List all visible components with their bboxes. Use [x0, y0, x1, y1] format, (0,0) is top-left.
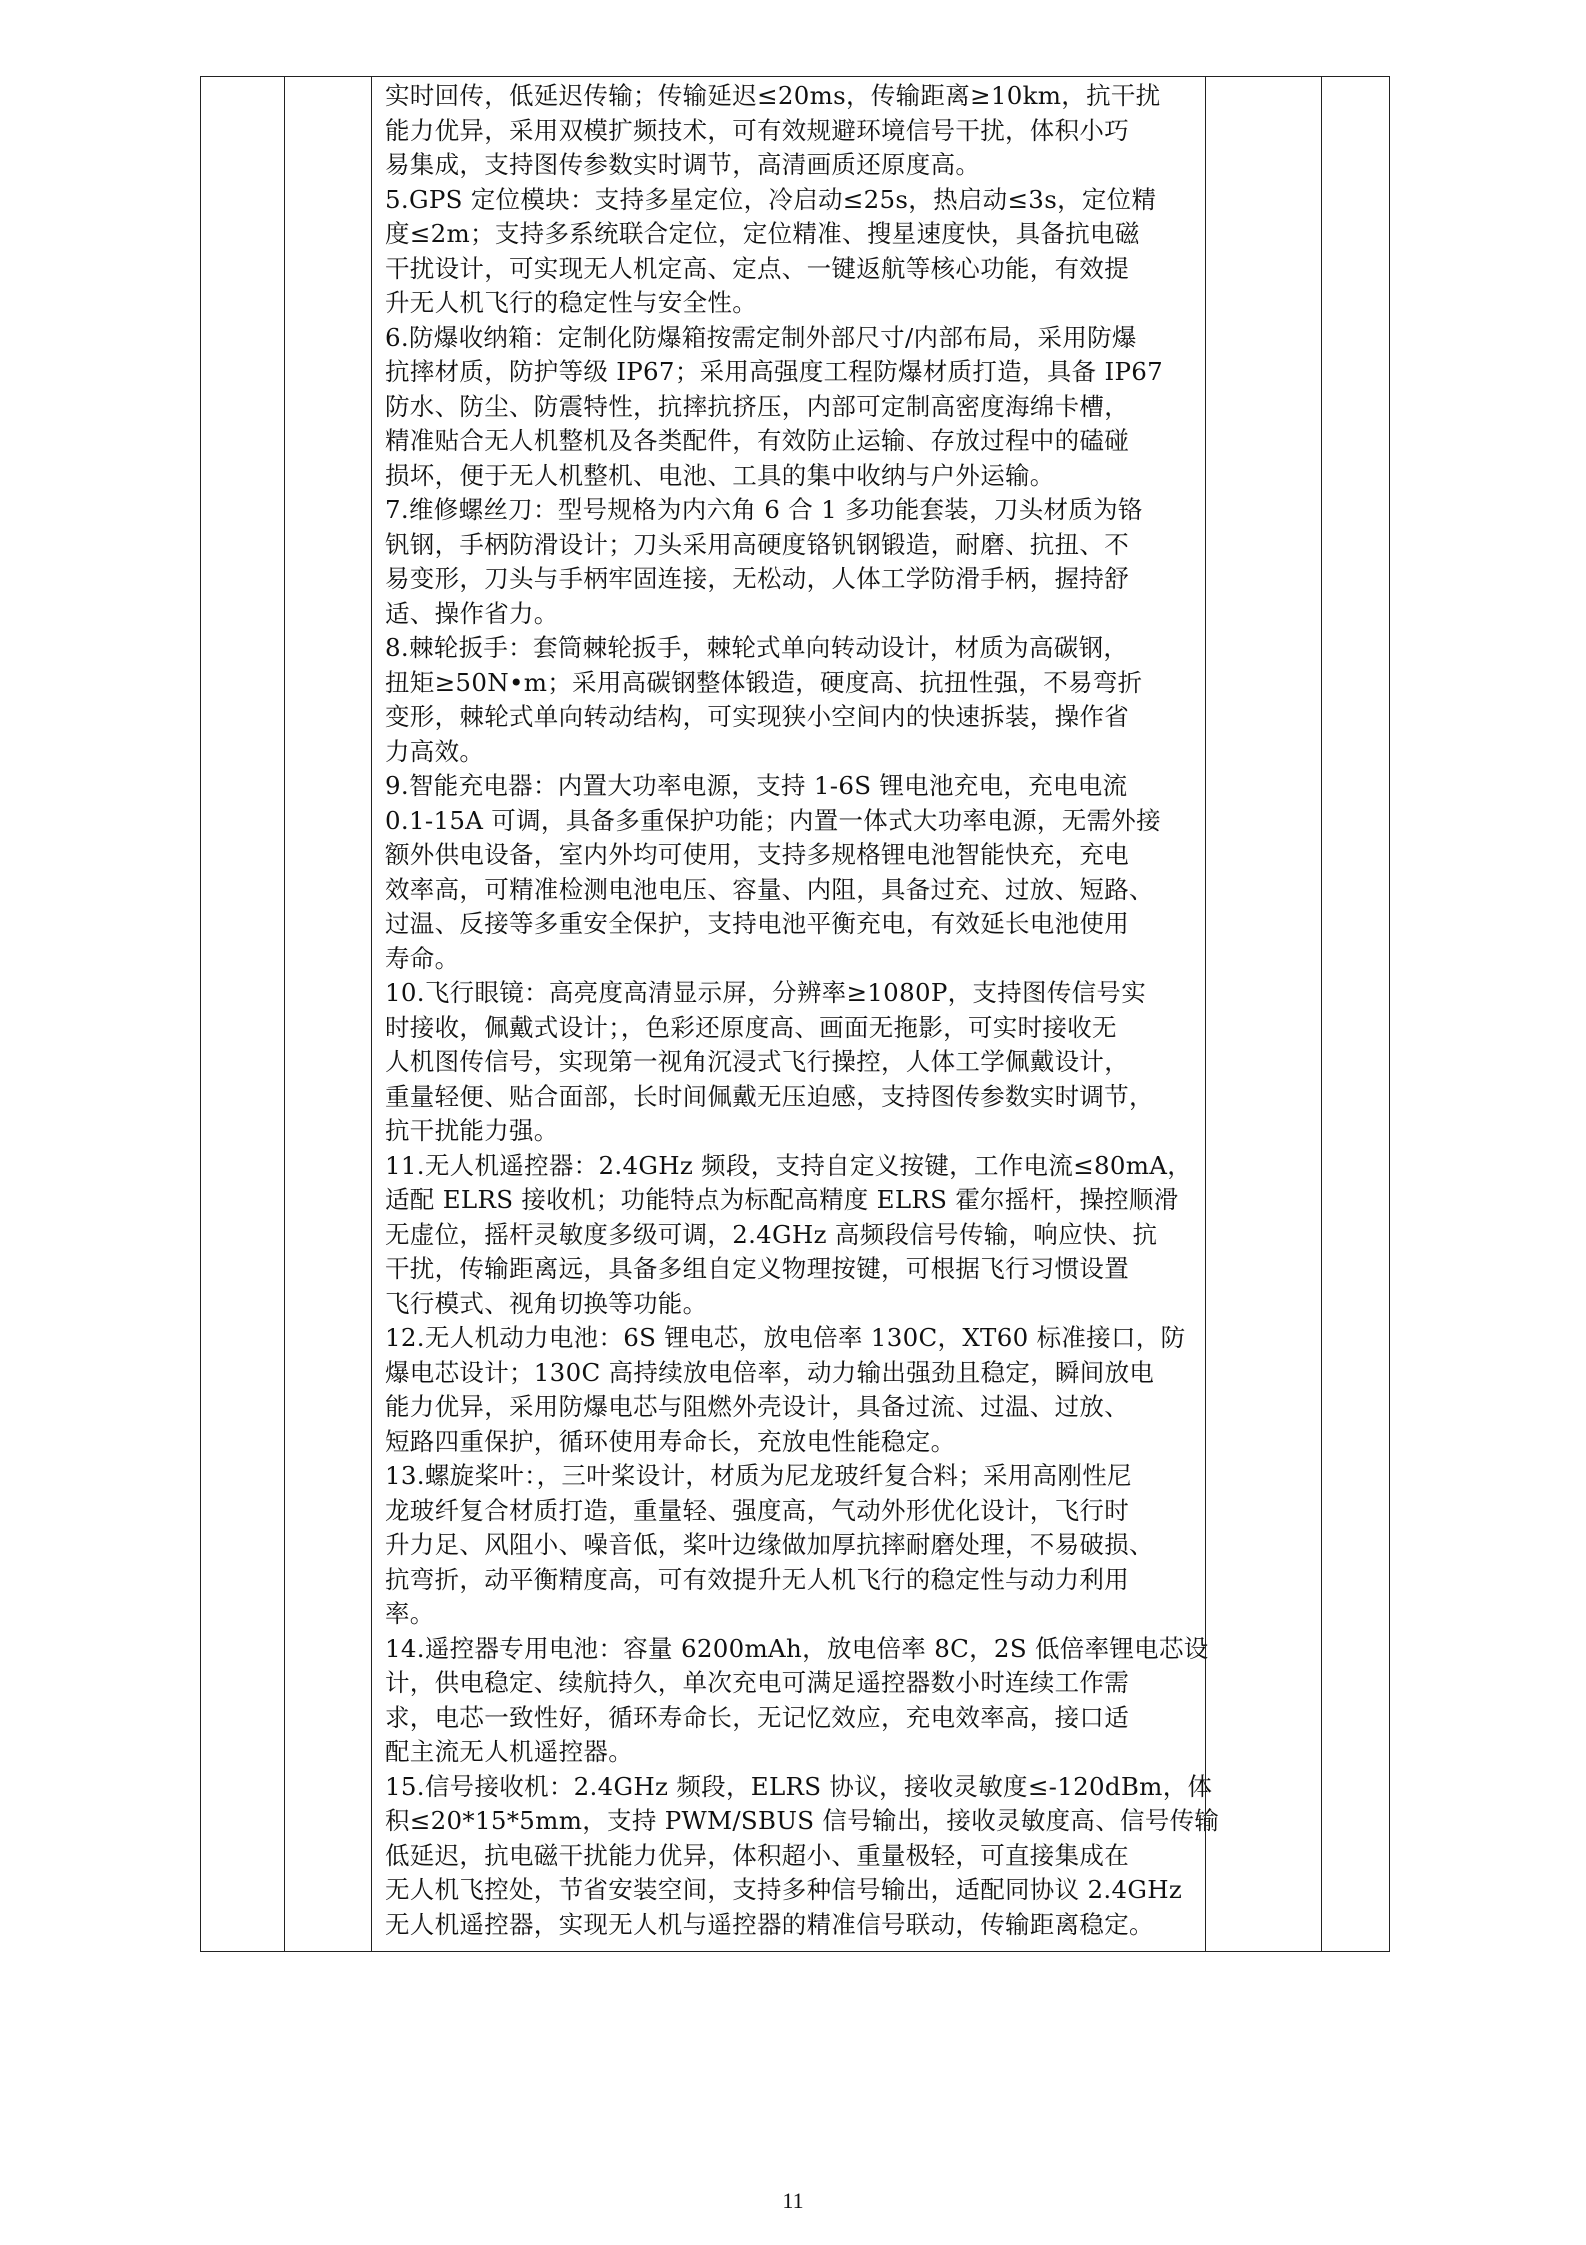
spec-text-line: 14.遥控器专用电池：容量 6200mAh，放电倍率 8C，2S 低倍率锂电芯设 — [385, 1633, 1209, 1663]
spec-text-line: 龙玻纤复合材质打造，重量轻、强度高，气动外形优化设计，飞行时 — [385, 1495, 1129, 1525]
spec-text-line: 抗弯折，动平衡精度高，可有效提升无人机飞行的稳定性与动力利用 — [385, 1564, 1129, 1594]
spec-text-line: 干扰，传输距离远，具备多组自定义物理按键，可根据飞行习惯设置 — [385, 1254, 1129, 1283]
spec-text-line: 低延迟，抗电磁干扰能力优异，体积超小、重量极轻，可直接集成在 — [385, 1840, 1129, 1870]
spec-text-line: 求，电芯一致性好，循环寿命长，无记忆效应，充电效率高，接口适 — [385, 1702, 1129, 1732]
spec-text-line: 计，供电稳定、续航持久，单次充电可满足遥控器数小时连续工作需 — [385, 1668, 1129, 1697]
spec-text-line: 7.维修螺丝刀：型号规格为内六角 6 合 1 多功能套装，刀头材质为铬 — [385, 495, 1143, 524]
spec-text-line: 钒钢，手柄防滑设计；刀头采用高硬度铬钒钢锻造，耐磨、抗扭、不 — [385, 529, 1129, 559]
spec-text-line: 积≤20*15*5mm，支持 PWM/SBUS 信号输出，接收灵敏度高、信号传输 — [385, 1806, 1220, 1835]
spec-text-line: 短路四重保护，循环使用寿命长，充放电性能稳定。 — [385, 1426, 956, 1456]
spec-description-cell — [373, 77, 1403, 1942]
table-column-divider — [371, 77, 372, 1951]
spec-text-line: 11.无人机遥控器：2.4GHz 频段，支持自定义按键，工作电流≤80mA， — [385, 1150, 1193, 1180]
spec-text-line: 易集成，支持图传参数实时调节，高清画质还原度高。 — [385, 150, 981, 179]
spec-text-line: 12.无人机动力电池：6S 锂电芯，放电倍率 130C，XT60 标准接口，防 — [385, 1323, 1186, 1352]
spec-text-line: 13.螺旋桨叶：，三叶桨设计，材质为尼龙玻纤复合料；采用高刚性尼 — [385, 1461, 1132, 1490]
spec-text-line: 寿命。 — [385, 943, 460, 973]
spec-text-line: 度≤2m；支持多系统联合定位，定位精准、搜星速度快，具备抗电磁 — [385, 219, 1140, 248]
spec-text-line: 6.防爆收纳箱：定制化防爆箱按需定制外部尺寸/内部布局，采用防爆 — [385, 322, 1137, 352]
spec-text-line: 干扰设计，可实现无人机定高、定点、一键返航等核心功能，有效提 — [385, 253, 1129, 283]
spec-text-line: 防水、防尘、防震特性，抗摔抗挤压，内部可定制高密度海绵卡槽， — [385, 391, 1129, 421]
spec-text-line: 无虚位，摇杆灵敏度多级可调，2.4GHz 高频段信号传输，响应快、抗 — [385, 1219, 1158, 1249]
spec-text-line: 0.1-15A 可调，具备多重保护功能；内置一体式大功率电源，无需外接 — [385, 805, 1161, 835]
spec-text-line: 过温、反接等多重安全保护，支持电池平衡充电，有效延长电池使用 — [385, 909, 1129, 938]
spec-text-line: 配主流无人机遥控器。 — [385, 1737, 633, 1766]
spec-text-line: 实时回传，低延迟传输；传输延迟≤20ms，传输距离≥10km，抗干扰 — [385, 81, 1161, 110]
spec-text-line: 能力优异，采用双模扩频技术，可有效规避环境信号干扰，体积小巧 — [385, 115, 1129, 145]
spec-text-line: 人机图传信号，实现第一视角沉浸式飞行操控，人体工学佩戴设计， — [385, 1047, 1129, 1076]
spec-text-line: 效率高，可精准检测电池电压、容量、内阻，具备过充、过放、短路、 — [385, 874, 1154, 904]
spec-text-line: 9.智能充电器：内置大功率电源，支持 1-6S 锂电池充电，充电电流 — [385, 771, 1128, 800]
spec-text-line: 升力足、风阻小、噪音低，桨叶边缘做加厚抗摔耐磨处理，不易破损、 — [385, 1530, 1154, 1559]
spec-text-line: 无人机遥控器，实现无人机与遥控器的精准信号联动，传输距离稳定。 — [385, 1909, 1154, 1939]
table-column-divider — [284, 77, 285, 1951]
spec-text-line: 额外供电设备，室内外均可使用，支持多规格锂电池智能快充，充电 — [385, 840, 1129, 869]
spec-text-line: 5.GPS 定位模块：支持多星定位，冷启动≤25s，热启动≤3s，定位精 — [385, 184, 1157, 214]
spec-text-line: 10.飞行眼镜：高亮度高清显示屏，分辨率≥1080P，支持图传信号实 — [385, 978, 1147, 1007]
spec-text-line: 抗干扰能力强。 — [385, 1116, 559, 1145]
spec-table — [200, 76, 1390, 1952]
spec-text-line: 适配 ELRS 接收机；功能特点为标配高精度 ELRS 霍尔摇杆，操控顺滑 — [385, 1185, 1179, 1214]
spec-text-line: 易变形，刀头与手柄牢固连接，无松动，人体工学防滑手柄，握持舒 — [385, 564, 1129, 593]
spec-text-line: 15.信号接收机：2.4GHz 频段，ELRS 协议，接收灵敏度≤-120dBm，体 — [385, 1771, 1213, 1801]
spec-text-line: 升无人机飞行的稳定性与安全性。 — [385, 288, 757, 317]
spec-text-line: 扭矩≥50N•m；采用高碳钢整体锻造，硬度高、抗扭性强，不易弯折 — [385, 667, 1143, 697]
spec-text-line: 适、操作省力。 — [385, 598, 559, 628]
spec-text-line: 无人机飞控处，节省安装空间，支持多种信号输出，适配同协议 2.4GHz — [385, 1875, 1183, 1904]
spec-text-line: 飞行模式、视角切换等功能。 — [385, 1288, 708, 1318]
spec-text-line: 精准贴合无人机整机及各类配件，有效防止运输、存放过程中的磕碰 — [385, 426, 1129, 455]
spec-text-line: 时接收，佩戴式设计；，色彩还原度高、画面无拖影，可实时接收无 — [385, 1012, 1117, 1042]
page-number: 11 — [782, 2188, 804, 2213]
spec-text-line: 抗摔材质，防护等级 IP67；采用高强度工程防爆材质打造，具备 IP67 — [385, 357, 1164, 386]
spec-text-line: 变形，棘轮式单向转动结构，可实现狭小空间内的快速拆装，操作省 — [385, 702, 1129, 731]
spec-text-line: 8.棘轮扳手：套筒棘轮扳手，棘轮式单向转动设计，材质为高碳钢， — [385, 633, 1129, 662]
spec-text-line: 爆电芯设计；130C 高持续放电倍率，动力输出强劲且稳定，瞬间放电 — [385, 1357, 1155, 1387]
spec-text-line: 重量轻便、贴合面部，长时间佩戴无压迫感，支持图传参数实时调节， — [385, 1081, 1154, 1111]
spec-text-line: 率。 — [385, 1599, 435, 1628]
spec-text-line: 损坏，便于无人机整机、电池、工具的集中收纳与户外运输。 — [385, 460, 1055, 490]
spec-text-line: 能力优异，采用防爆电芯与阻燃外壳设计，具备过流、过温、过放、 — [385, 1392, 1129, 1421]
spec-text-line: 力高效。 — [385, 736, 485, 766]
